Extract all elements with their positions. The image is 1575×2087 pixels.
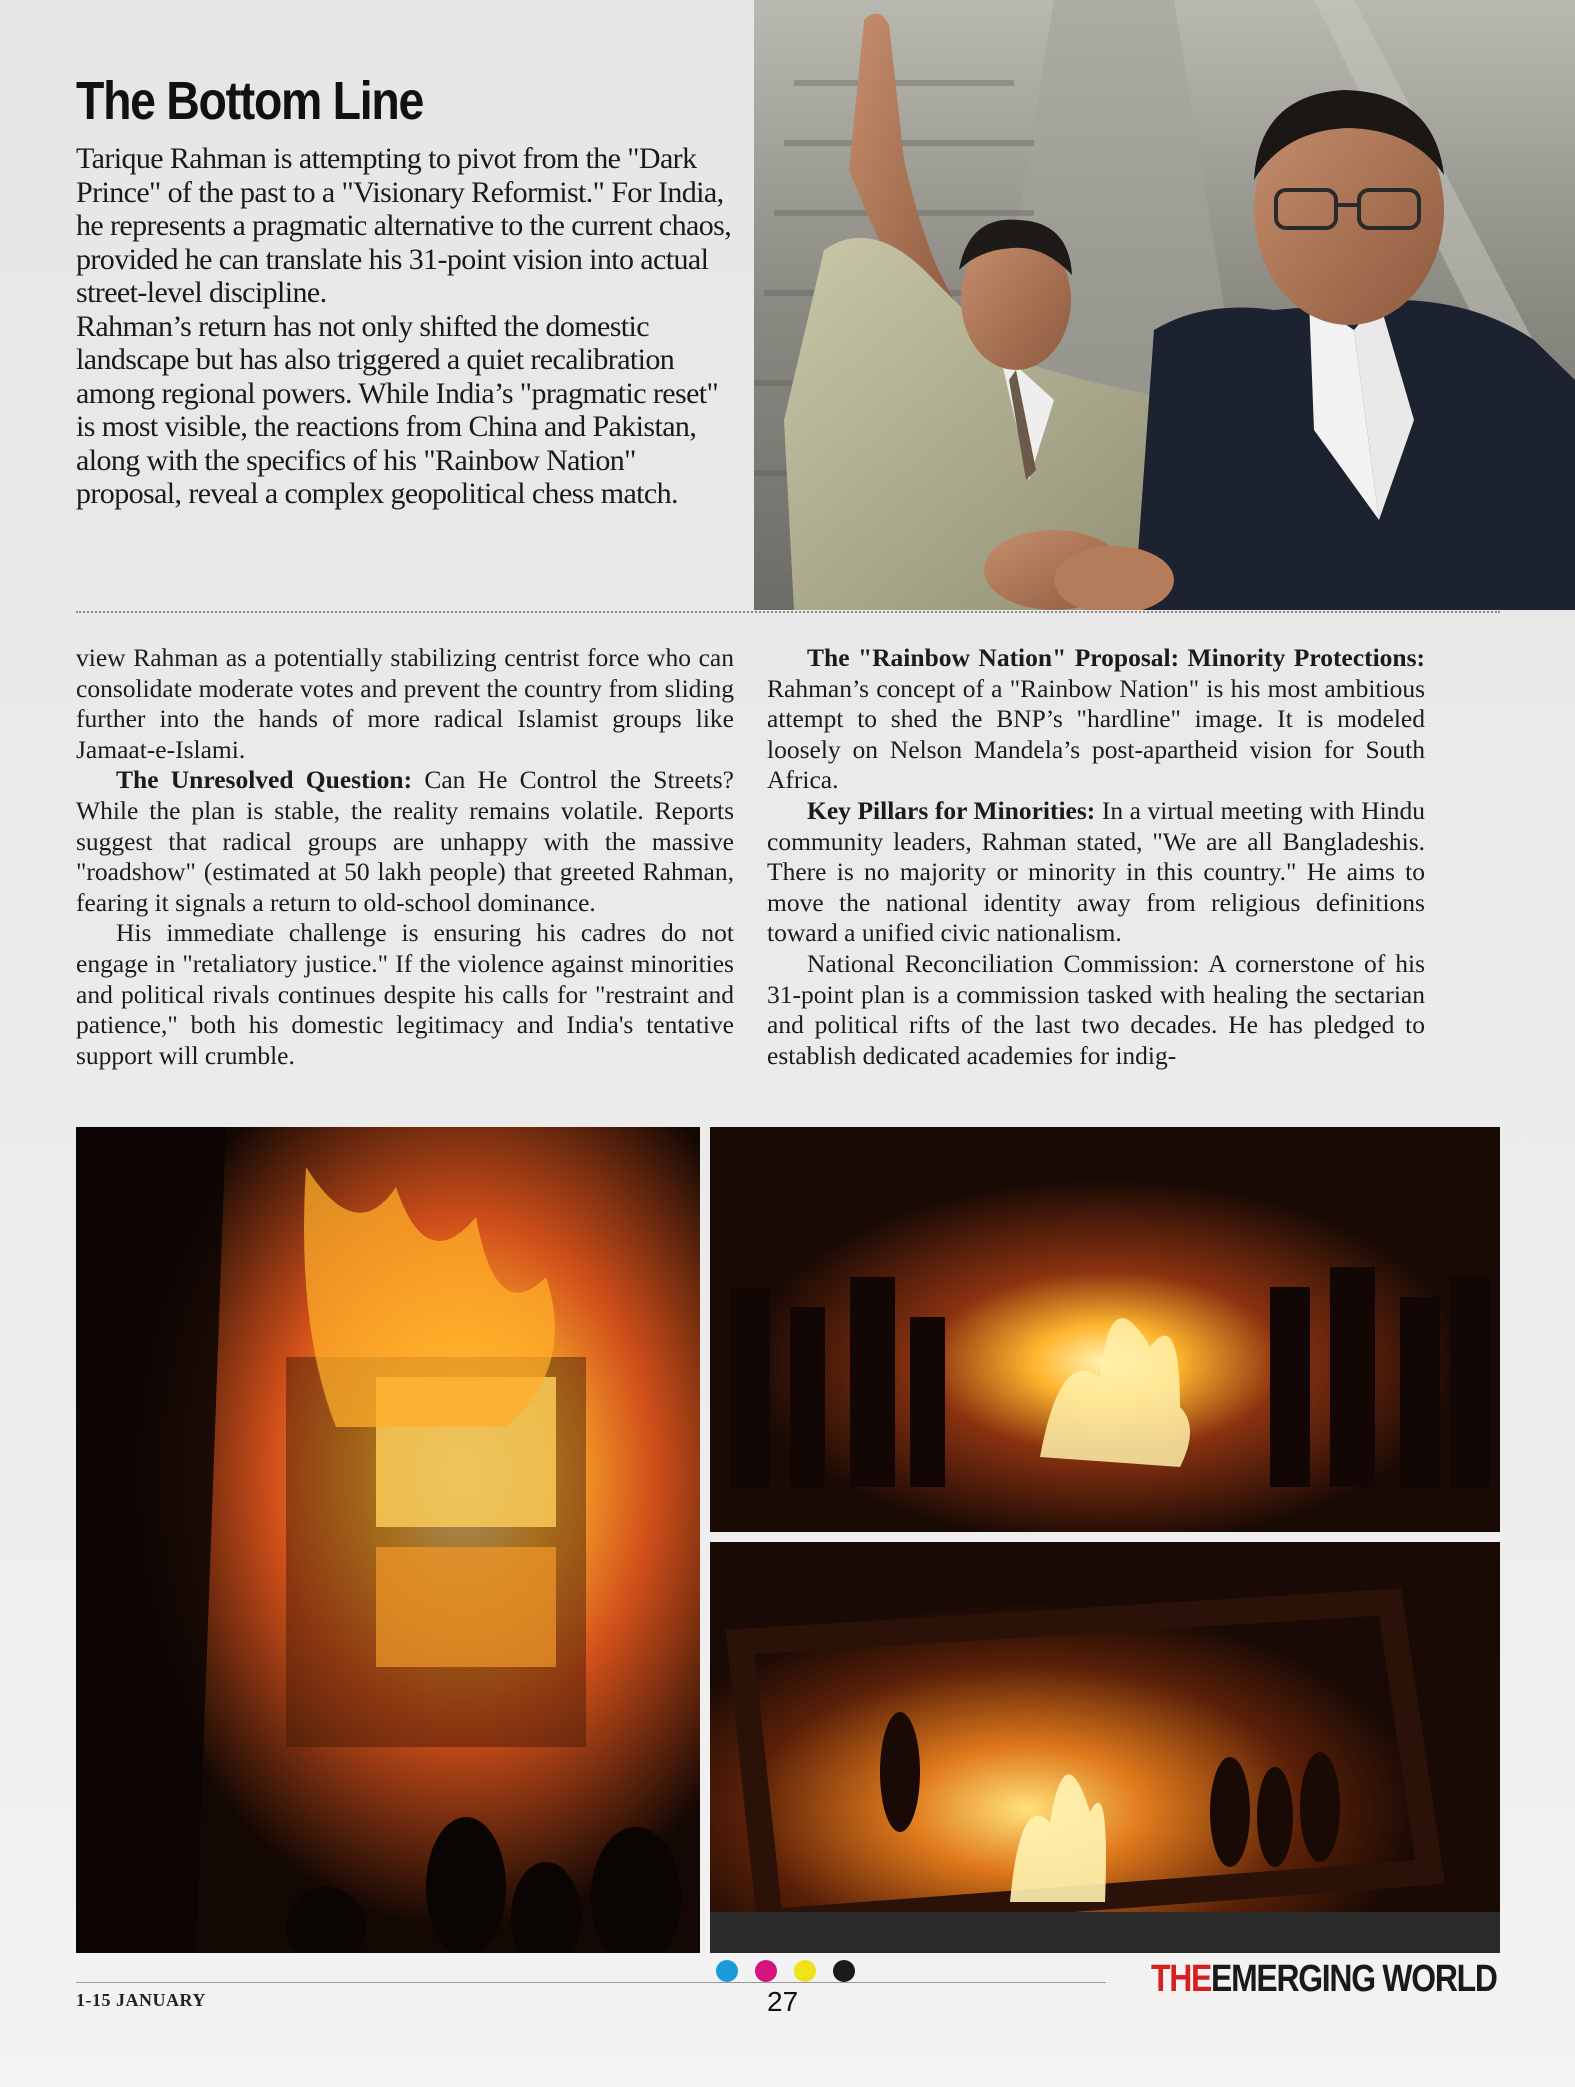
logo-the: THE — [1151, 1958, 1212, 2000]
left-paragraph-2-text: Can He Control the Streets?While the plan is stable, the reality remains volatile. Reports suggest that radical groups are unhappy with the massive "roadshow" (estimated at 50 lakh people) that greeted Rahman, fearing it signals a return to old-school dominance. — [76, 765, 734, 917]
intro-text — [76, 142, 736, 511]
right-paragraph-1-text: Rahman’s concept of a "Rainbow Nation" is his most ambitious attempt to shed the BNP’s "hardline" image. It is modeled loosely on Nelson Mandela’s post-apartheid vision for South Africa. — [767, 673, 1425, 795]
right-paragraph-3: National Reconciliation Commission: A cornerstone of his 31-point plan is a commission tasked with healing the sectarian and political rifts of the last two decades. He has pledged to establish dedicated academies for indig- — [767, 948, 1425, 1070]
black-dot — [833, 1960, 855, 1982]
intro-paragraph-1: Tarique Rahman is attempting to pivot from the "Dark Prince" of the past to a "Visionary Reformist." For India, he represents a pragmatic alternative to the current chaos, provided he can translate his 31-point vision into actual street-level discipline. — [76, 142, 732, 309]
magenta-dot — [755, 1960, 777, 1982]
subheading-key-pillars: Key Pillars for Minorities: — [807, 795, 1096, 825]
right-paragraph-2-text: In a virtual meeting with Hindu community leaders, Rahman stated, "We are all Bangladeshis. There is no majority or minority in this country." He aims to move the national identity away from religious definitions toward a unified civic nationalism. — [767, 795, 1425, 948]
issue-date: 1-15 JANUARY — [76, 1990, 206, 2010]
left-paragraph-3: His immediate challenge is ensuring his cadres do not engage in "retaliatory justice." If the violence against minorities and political rivals continues despite his calls for "restraint and patience," both his domestic legitimacy and India's tentative support will crumble. — [76, 918, 734, 1070]
burning-building-photo — [76, 1127, 700, 1953]
fire-in-room-photo — [710, 1542, 1500, 1953]
page-title: The Bottom Line — [76, 71, 423, 131]
logo-name: EMERGING WORLD — [1211, 1958, 1497, 2000]
page-number: 27 — [767, 1986, 799, 2017]
yellow-dot — [794, 1960, 816, 1982]
right-column — [767, 643, 1425, 1071]
subheading-unresolved-question: The Unresolved Question: — [116, 765, 413, 795]
right-paragraph-1 — [767, 643, 1425, 796]
left-column — [76, 643, 734, 1071]
intro-paragraph-2: Rahman’s return has not only shifted the domestic landscape but has also triggered a quiet recalibration among regional powers. While India’s "pragmatic reset" is most visible, the reactions from China and Pakistan, along with the specifics of his "Rainbow Nation" proposal, reveal a complex geopolitical chess match. — [76, 309, 719, 510]
subheading-rainbow-nation: The "Rainbow Nation" Proposal: Minority Protections: — [807, 643, 1425, 672]
footer-rule — [76, 1982, 1106, 1983]
portrait-photo — [754, 0, 1575, 610]
left-paragraph-1: view Rahman as a potentially stabilizing centrist force who can consolidate moderate votes and prevent the country from sliding further into the hands of more radical Islamist groups like Jamaat-e-Islami. — [76, 643, 734, 764]
section-divider — [76, 611, 1500, 613]
right-paragraph-2 — [767, 796, 1425, 949]
bonfire-crowd-photo — [710, 1127, 1500, 1532]
cyan-dot — [716, 1960, 738, 1982]
left-paragraph-2 — [76, 765, 734, 918]
publication-logo — [1151, 1958, 1497, 2001]
